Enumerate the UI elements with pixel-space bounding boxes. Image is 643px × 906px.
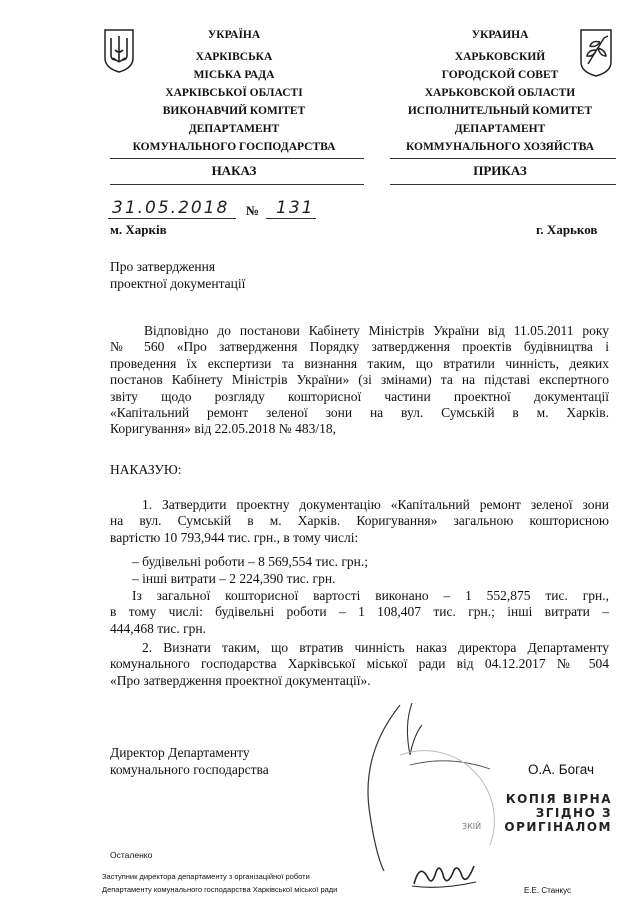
- subject-line: Про затвердження: [110, 259, 216, 274]
- header-right-org-line: ХАРЬКОВСКИЙ: [454, 51, 546, 63]
- item-1-line: на вул. Сумській в м. Харків. Коригування» загальною кошторисною: [110, 513, 609, 529]
- order-number-underline: [266, 218, 316, 219]
- order-date: 31.05.2018: [112, 198, 230, 218]
- preamble-line: «Капітальний ремонт зеленої зони на вул. Сумській в м. Харків.: [110, 405, 609, 421]
- item-1: [110, 497, 609, 546]
- completed-line: в тому числі: будівельні роботи – 1 108,407 тис. грн.; інші витрати –: [110, 604, 609, 620]
- preamble-line: № 560 «Про затвердження Порядку затвердження проектів будівництва і: [110, 339, 609, 355]
- header-left-org-line: ВИКОНАВЧИЙ КОМІТЕТ: [162, 105, 306, 117]
- preamble-line: Відповідно до постанови Кабінету Міністрів України від 11.05.2011 року: [144, 323, 609, 338]
- header-right: [370, 26, 630, 156]
- signatory-title-line: комунального господарства: [110, 762, 269, 777]
- signatory-name: О.А. Богач: [528, 762, 594, 777]
- list-item: – інші витрати – 2 224,390 тис. грн.: [132, 571, 336, 586]
- order-number: 131: [276, 198, 315, 218]
- header-left-org-line: ХАРКІВСЬКОЇ ОБЛАСТІ: [165, 87, 303, 99]
- doc-type-underline-left: [110, 184, 364, 185]
- header-left: [104, 26, 364, 156]
- certification-note: [102, 870, 337, 896]
- director-signature-mark: [340, 695, 500, 875]
- header-right-org-line: ГОРОДСКОЙ СОВЕТ: [441, 69, 559, 81]
- header-left-country: УКРАЇНА: [207, 29, 261, 41]
- completed-works: [110, 588, 609, 637]
- certification-note-line: Заступник директора департаменту з організаційної роботи: [102, 872, 310, 881]
- city-right: г. Харьков: [536, 222, 598, 237]
- subject-line: проектної документації: [110, 276, 246, 291]
- completed-line: Із загальної кошторисної вартості виконано – 1 552,875 тис. грн.,: [132, 588, 609, 603]
- item-1-line: 1. Затвердити проектну документацію «Капітальний ремонт зеленої зони: [142, 497, 609, 512]
- header-right-org-line: КОММУНАЛЬНОГО ХОЗЯЙСТВА: [405, 141, 595, 153]
- header-left-org-line: ДЕПАРТАМЕНТ: [188, 123, 280, 135]
- doc-type-underline-right: [390, 184, 616, 185]
- stamp-line: ЗГІДНО З: [535, 806, 612, 820]
- subject: [110, 258, 410, 292]
- certification-note-line: Департаменту комунального господарства Харківської міської ради: [102, 885, 338, 894]
- cost-breakdown-list: [132, 553, 532, 587]
- header-left-org-line: МІСЬКА РАДА: [193, 69, 275, 81]
- certifier-name: Е.Е. Станкус: [524, 886, 572, 895]
- city-left: м. Харків: [110, 222, 167, 237]
- completed-line: 444,468 тис. грн.: [110, 620, 207, 636]
- list-item: – будівельні роботи – 8 569,554 тис. грн.;: [132, 554, 368, 569]
- item-2-line: 2. Визнати таким, що втратив чинність наказ директора Департаменту: [142, 640, 609, 655]
- order-number-label: №: [246, 203, 260, 218]
- preamble-line: постанов Кабінету Міністрів України» (зі змінами) та на підставі експертного: [110, 372, 609, 388]
- certifier-signature-mark: [410, 856, 480, 892]
- stamp-faint-text: ЗКІЙ: [462, 822, 482, 831]
- item-1-line: вартістю 10 793,944 тис. грн., в тому числі:: [110, 529, 359, 545]
- header-divider-left: [110, 158, 364, 159]
- header-right-org-line: ИСПОЛНИТЕЛЬНЫЙ КОМИТЕТ: [407, 105, 593, 117]
- preamble-line: Коригування» від 22.05.2018 № 483/18,: [110, 421, 336, 437]
- signatory-title: [110, 744, 269, 778]
- order-word: НАКАЗУЮ:: [110, 462, 182, 477]
- item-2-line: «Про затвердження проектної документації».: [110, 672, 371, 688]
- header-left-org-line: КОМУНАЛЬНОГО ГОСПОДАРСТВА: [132, 141, 336, 153]
- order-date-underline: [108, 218, 236, 219]
- executor-name: Осталенко: [110, 850, 153, 860]
- item-2: [110, 640, 609, 689]
- preamble-line: звіту щодо розгляду кошторисної частини проектної документації: [110, 388, 609, 404]
- item-2-line: комунального господарства Харківської міської ради від 04.12.2017 № 504: [110, 656, 609, 672]
- stamp-line: КОПІЯ ВІРНА: [505, 792, 612, 806]
- header-right-org-line: ДЕПАРТАМЕНТ: [454, 123, 546, 135]
- signatory-title-line: Директор Департаменту: [110, 745, 250, 760]
- header-right-org-line: ХАРЬКОВСКОЙ ОБЛАСТИ: [424, 87, 576, 99]
- header-left-org-line: ХАРКІВСЬКА: [195, 51, 273, 63]
- preamble-line: проведення їх експертизи та визнання таким, що втратили чинність, деяких: [110, 355, 609, 371]
- header-right-country: УКРАИНА: [471, 29, 529, 41]
- preamble: [110, 323, 609, 438]
- copy-certification-stamp: [486, 792, 612, 834]
- doc-type-right: ПРИКАЗ: [473, 163, 527, 178]
- stamp-line: ОРИГІНАЛОМ: [504, 820, 612, 834]
- doc-type-left: НАКАЗ: [211, 163, 257, 178]
- header-divider-right: [390, 158, 616, 159]
